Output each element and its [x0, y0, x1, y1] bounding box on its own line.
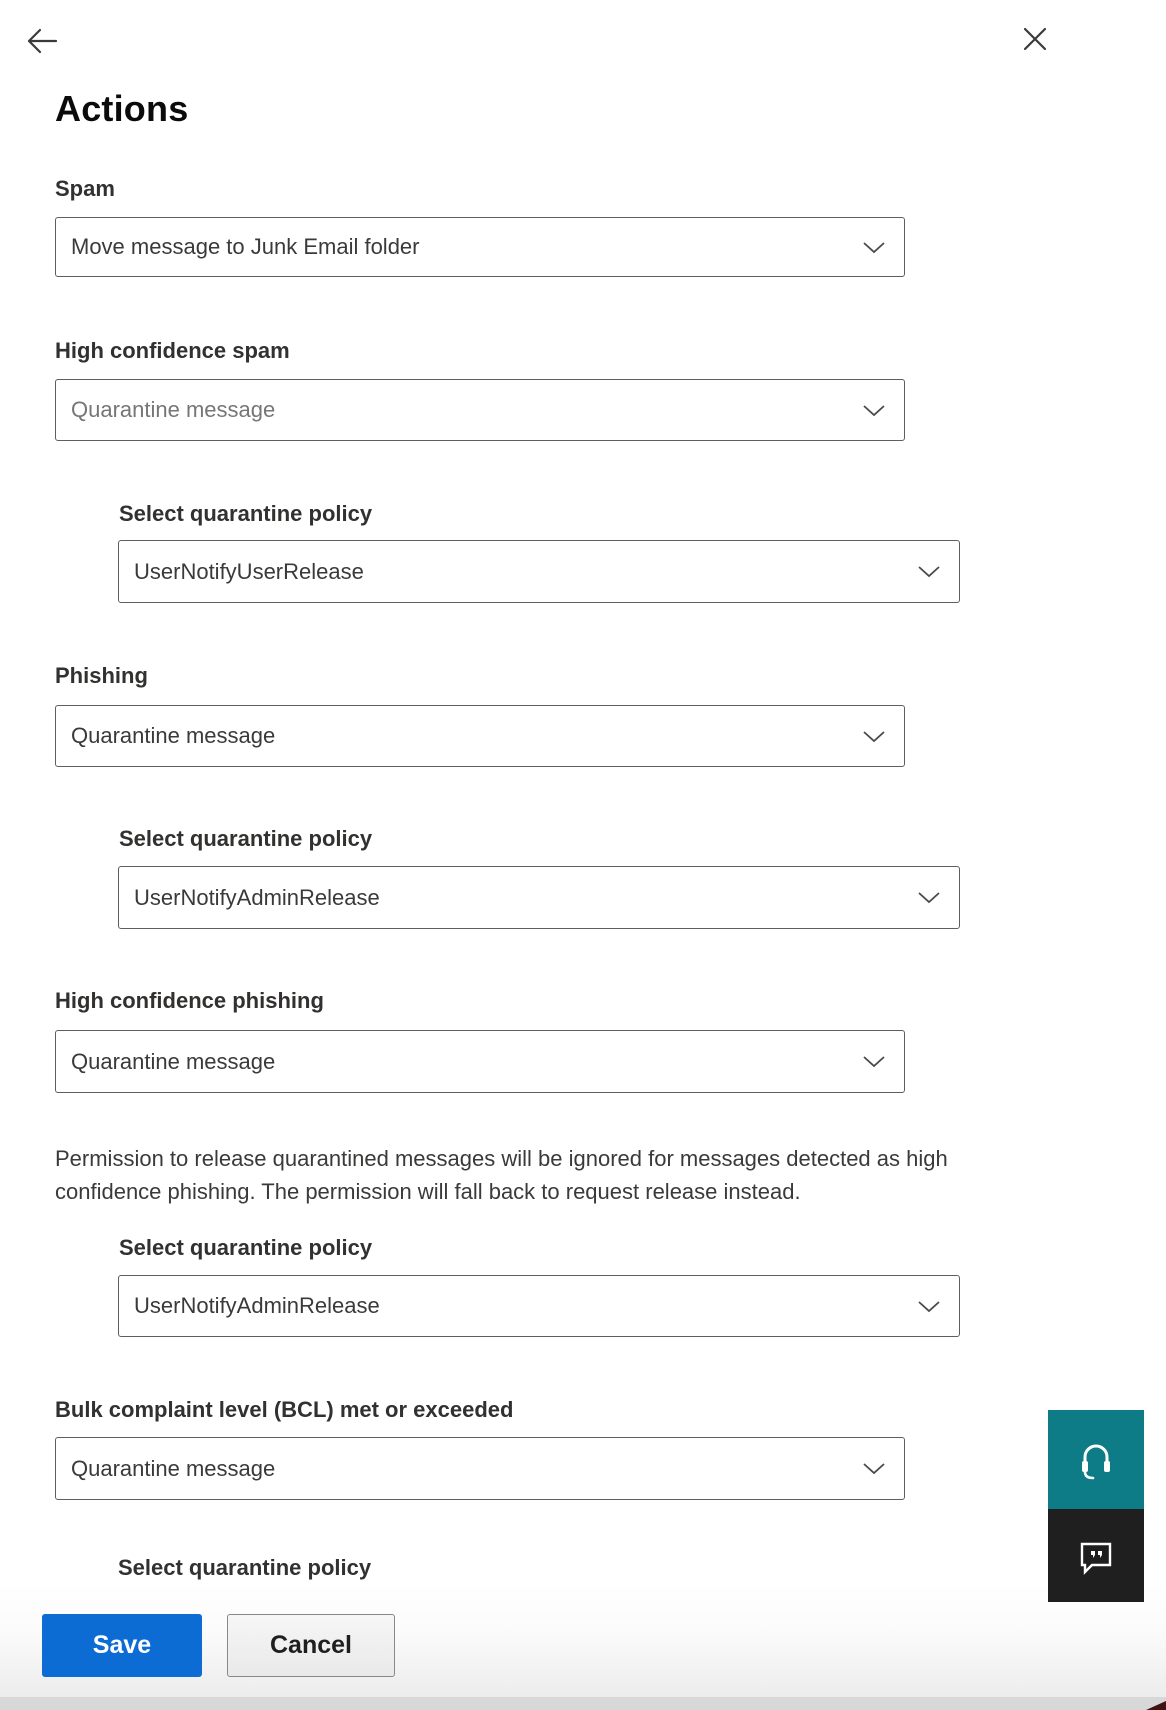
- high-confidence-spam-dropdown[interactable]: [55, 379, 905, 441]
- chevron-down-icon: [862, 241, 886, 254]
- quarantine-policy-value-3: UserNotifyAdminRelease: [134, 1293, 380, 1318]
- chevron-down-icon: [862, 1055, 886, 1068]
- quarantine-policy-value-1: UserNotifyUserRelease: [134, 558, 364, 584]
- back-button[interactable]: [24, 24, 60, 58]
- chevron-down-icon: [862, 404, 886, 417]
- select-quarantine-policy-label-4: Select quarantine policy: [118, 1555, 372, 1580]
- close-icon: [1018, 22, 1052, 56]
- feedback-speech-bubble-icon: [1075, 1535, 1117, 1577]
- high-confidence-spam-label: High confidence spam: [55, 338, 290, 363]
- cancel-button[interactable]: Cancel: [227, 1614, 395, 1677]
- arrow-left-icon: [24, 24, 60, 58]
- page-title: Actions: [55, 88, 189, 129]
- spam-label: Spam: [55, 176, 115, 201]
- close-button[interactable]: [1018, 22, 1052, 56]
- phishing-label: Phishing: [55, 663, 148, 688]
- chevron-down-icon: [862, 1462, 886, 1475]
- high-confidence-phishing-value: Quarantine message: [71, 1048, 276, 1074]
- quarantine-policy-dropdown-3[interactable]: [118, 1275, 960, 1337]
- clipped-select-quarantine-policy: [118, 1555, 638, 1582]
- select-quarantine-policy-label-1: Select quarantine policy: [119, 501, 373, 526]
- phishing-dropdown[interactable]: [55, 705, 905, 767]
- high-confidence-phishing-label: High confidence phishing: [55, 988, 324, 1013]
- select-quarantine-policy-label-2: Select quarantine policy: [119, 826, 373, 851]
- high-confidence-spam-value: Quarantine message: [71, 397, 276, 422]
- chevron-down-icon: [917, 1300, 941, 1313]
- spam-dropdown[interactable]: [55, 217, 905, 277]
- quarantine-policy-value-2: UserNotifyAdminRelease: [134, 884, 380, 910]
- help-button[interactable]: [1048, 1410, 1144, 1509]
- high-confidence-phishing-dropdown[interactable]: [55, 1030, 905, 1093]
- select-quarantine-policy-label-3: Select quarantine policy: [119, 1235, 373, 1260]
- phishing-value: Quarantine message: [71, 723, 276, 748]
- bulk-complaint-level-label: Bulk complaint level (BCL) met or exceeded: [55, 1397, 514, 1422]
- chevron-down-icon: [862, 730, 886, 743]
- save-button[interactable]: Save: [42, 1614, 202, 1677]
- bulk-complaint-level-value: Quarantine message: [71, 1455, 276, 1481]
- high-confidence-phishing-note: Permission to release quarantined messages will be ignored for messages detected as high confidence phishing. The permission will fall back to request release instead.: [55, 1146, 948, 1204]
- spam-value: Move message to Junk Email folder: [71, 234, 420, 259]
- footer-bottom-strip: [0, 1697, 1166, 1710]
- quarantine-policy-dropdown-1[interactable]: [118, 540, 960, 603]
- headset-icon: [1074, 1437, 1118, 1483]
- quarantine-policy-dropdown-2[interactable]: [118, 866, 960, 929]
- feedback-button[interactable]: [1048, 1509, 1144, 1602]
- chevron-down-icon: [917, 565, 941, 578]
- bulk-complaint-level-dropdown[interactable]: [55, 1437, 905, 1500]
- chevron-down-icon: [917, 891, 941, 904]
